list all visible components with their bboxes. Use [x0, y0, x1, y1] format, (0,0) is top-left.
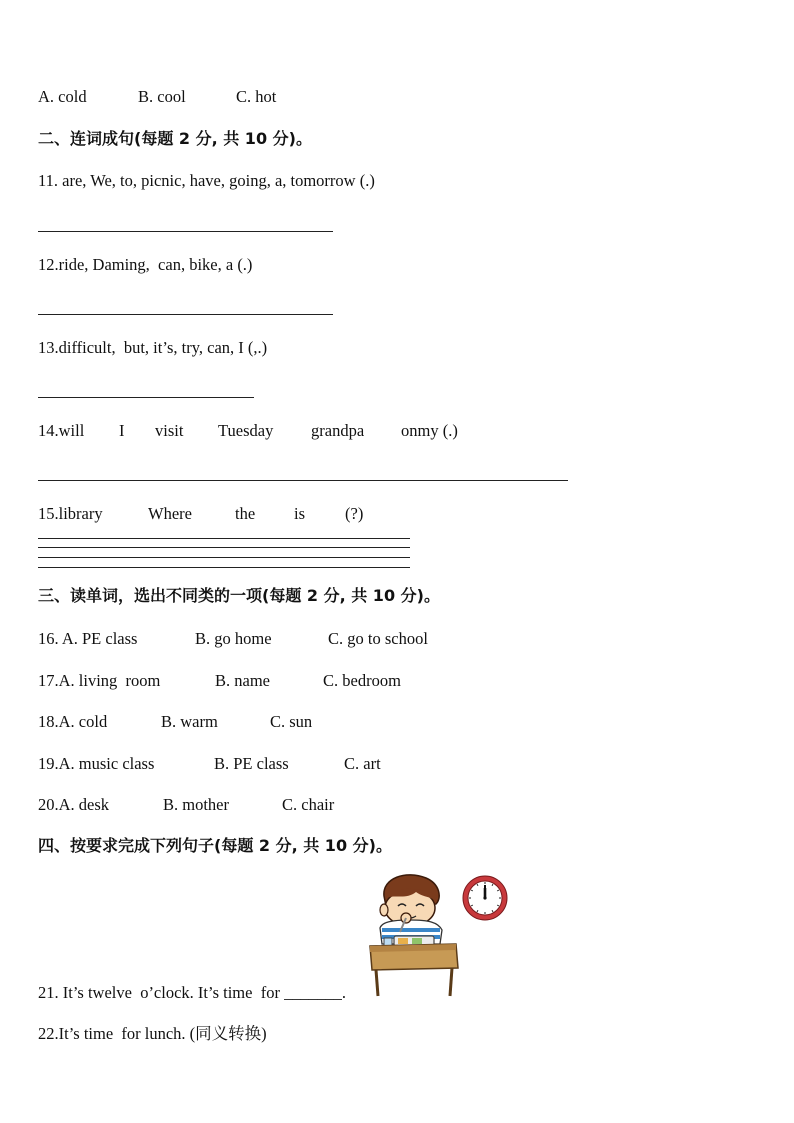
- q21-text: 21. It’s twelve o’clock. It’s time for _______.: [38, 983, 346, 1002]
- q15-word: is: [294, 504, 306, 523]
- q16-option-b: B. go home: [195, 629, 272, 648]
- q15-word: the: [235, 504, 256, 523]
- q13-text: 13.difficult, but, it’s, try, can, I (,.): [38, 338, 268, 357]
- q15-answer-line[interactable]: [38, 557, 410, 558]
- q20-options: [38, 795, 378, 875]
- q16-option-a: 16. A. PE class: [38, 629, 138, 648]
- q15-answer-line[interactable]: [38, 567, 410, 568]
- q22-text: 22.It’s time for lunch. (同义转换): [38, 1024, 267, 1043]
- q18-option-a: 18.A. cold: [38, 712, 108, 731]
- section3-heading: 三、读单词，选出不同类的一项(每题 2 分, 共 10 分)。: [38, 586, 440, 605]
- q15-word: 15.library: [38, 504, 103, 523]
- q17-option-a: 17.A. living room: [38, 671, 161, 690]
- q19-option-a: 19.A. music class: [38, 754, 155, 773]
- q14-word: onmy (.): [401, 421, 458, 440]
- q15-words: [38, 504, 398, 624]
- q14-word: grandpa: [311, 421, 365, 440]
- q15-word: (?): [345, 504, 364, 523]
- wall-clock-icon: [461, 874, 509, 922]
- q10-option-c: C. hot: [236, 87, 277, 106]
- q16-option-c: C. go to school: [328, 629, 428, 648]
- q10-options: [38, 87, 338, 167]
- q10-option-b: B. cool: [138, 87, 186, 106]
- q14-word: I: [119, 421, 125, 440]
- q11-answer-line[interactable]: [38, 231, 333, 232]
- q12-text: 12.ride, Daming, can, bike, a (.): [38, 255, 253, 274]
- q15-word: Where: [148, 504, 192, 523]
- q14-word: Tuesday: [218, 421, 274, 440]
- q15-answer-line[interactable]: [38, 538, 410, 539]
- q18-option-c: C. sun: [270, 712, 313, 731]
- q20-option-c: C. chair: [282, 795, 335, 814]
- section4-heading: 四、按要求完成下列句子(每题 2 分, 共 10 分)。: [38, 836, 392, 855]
- q14-word: visit: [155, 421, 184, 440]
- q15-answer-line[interactable]: [38, 547, 410, 548]
- q20-option-b: B. mother: [163, 795, 229, 814]
- boy-eating-lunch-icon: [366, 872, 462, 1000]
- q19-option-b: B. PE class: [214, 754, 289, 773]
- q17-option-b: B. name: [215, 671, 270, 690]
- q19-option-c: C. art: [344, 754, 381, 773]
- q10-option-a: A. cold: [38, 87, 87, 106]
- q11-text: 11. are, We, to, picnic, have, going, a, tomorrow (.): [38, 171, 375, 190]
- q17-option-c: C. bedroom: [323, 671, 401, 690]
- q20-option-a: 20.A. desk: [38, 795, 110, 814]
- q18-option-b: B. warm: [161, 712, 218, 731]
- q12-answer-line[interactable]: [38, 314, 333, 315]
- section2-heading: 二、连词成句(每题 2 分, 共 10 分)。: [38, 129, 312, 148]
- q14-answer-line[interactable]: [38, 480, 568, 481]
- q14-word: 14.will: [38, 421, 85, 440]
- q13-answer-line[interactable]: [38, 397, 254, 398]
